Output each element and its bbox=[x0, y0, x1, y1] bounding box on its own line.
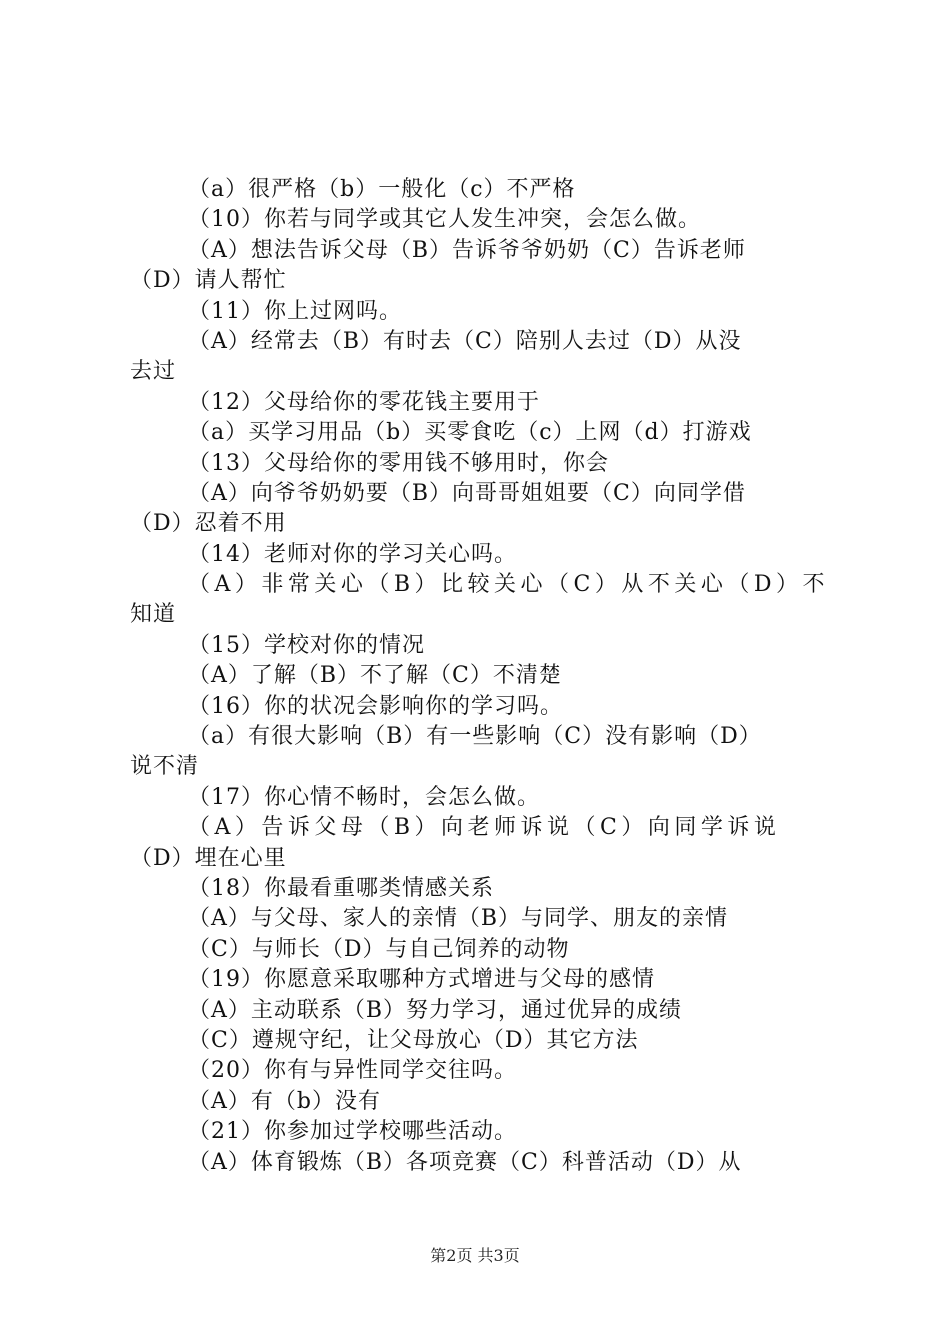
question-18: （18）你最看重哪类情感关系 bbox=[188, 875, 494, 901]
text-line: （A）向爷爷奶奶要（B）向哥哥姐姐要（C）向同学借 bbox=[188, 480, 746, 506]
question-11: （11）你上过网吗。 bbox=[188, 298, 402, 324]
text-line: （A）有（b）没有 bbox=[188, 1088, 381, 1114]
text-line: （C）遵规守纪，让父母放心（D）其它方法 bbox=[188, 1027, 639, 1053]
question-20: （20）你有与异性同学交往吗。 bbox=[188, 1058, 517, 1084]
text-line: （D）埋在心里 bbox=[130, 845, 287, 871]
text-line: （D）请人帮忙 bbox=[130, 268, 287, 294]
text-line: （A）体育锻炼（B）各项竞赛（C）科普活动（D）从 bbox=[188, 1149, 742, 1175]
question-12: （12）父母给你的零花钱主要用于 bbox=[188, 389, 540, 415]
text-line: （C）与师长（D）与自己饲养的动物 bbox=[188, 936, 570, 962]
text-line: （A）主动联系（B）努力学习，通过优异的成绩 bbox=[188, 997, 683, 1023]
document-body bbox=[130, 175, 830, 1178]
question-15: （15）学校对你的情况 bbox=[188, 632, 425, 658]
question-21: （21）你参加过学校哪些活动。 bbox=[188, 1119, 517, 1145]
text-line: （A）了解（B）不了解（C）不清楚 bbox=[188, 663, 562, 689]
text-line: 知道 bbox=[130, 602, 177, 628]
text-line: （A）非常关心（B）比较关心（C）从不关心（D）不 bbox=[188, 572, 830, 598]
text-line: （A）经常去（B）有时去（C）陪别人去过（D）从没 bbox=[188, 328, 742, 354]
question-16: （16）你的状况会影响你的学习吗。 bbox=[188, 693, 563, 719]
text-line: 去过 bbox=[130, 359, 177, 385]
question-14: （14）老师对你的学习关心吗。 bbox=[188, 541, 517, 567]
question-17: （17）你心情不畅时，会怎么做。 bbox=[188, 784, 540, 810]
question-13: （13）父母给你的零用钱不够用时，你会 bbox=[188, 450, 609, 476]
text-line: （a）很严格（b）一般化（c）不严格 bbox=[188, 177, 576, 202]
text-line: （D）忍着不用 bbox=[130, 511, 287, 537]
question-19: （19）你愿意采取哪种方式增进与父母的感情 bbox=[188, 967, 655, 993]
text-line: 说不清 bbox=[130, 754, 200, 780]
text-line: （A）告诉父母（B）向老师诉说（C）向同学诉说 bbox=[188, 815, 781, 841]
page-footer: 第2页 共3页 bbox=[430, 1246, 520, 1265]
text-line: （A）与父母、家人的亲情（B）与同学、朋友的亲情 bbox=[188, 906, 729, 932]
text-line: （A）想法告诉父母（B）告诉爷爷奶奶（C）告诉老师 bbox=[188, 237, 746, 263]
text-line: （a）买学习用品（b）买零食吃（c）上网（d）打游戏 bbox=[188, 420, 752, 446]
text-line: （a）有很大影响（B）有一些影响（C）没有影响（D） bbox=[188, 724, 762, 750]
question-10: （10）你若与同学或其它人发生冲突，会怎么做。 bbox=[188, 207, 701, 233]
